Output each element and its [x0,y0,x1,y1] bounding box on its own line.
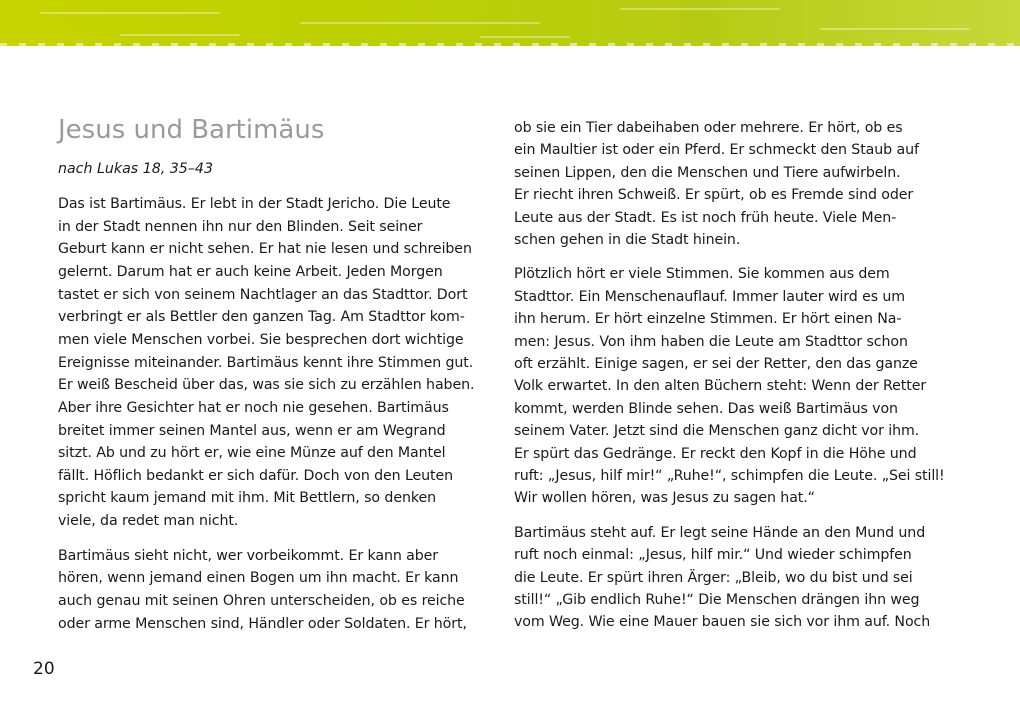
text-line: Bartimäus sieht nicht, wer vorbeikommt. Er kann aber [58,547,439,564]
text-line: men viele Menschen vorbei. Sie besprechen dort wichtige [58,331,464,348]
text-line: sitzt. Ab und zu hört er, wie eine Münze auf den Mantel [58,445,446,462]
text-line: vom Weg. Wie eine Mauer bauen sie sich vor ihm auf. Noch [514,614,931,631]
text-line: gelernt. Darum hat er auch keine Arbeit. Jeden Morgen [58,263,443,280]
text-line: ein Maultier ist oder ein Pferd. Er schmeckt den Staub auf [514,142,919,159]
text-line: Leute aus der Stadt. Es ist noch früh heute. Viele Men- [514,209,897,226]
text-line: oft erzählt. Einige sagen, er sei der Retter, den das ganze [514,356,918,372]
text-line: breitet immer seinen Mantel aus, wenn er am Wegrand [58,422,446,439]
text-line: Volk erwartet. In den alten Büchern steht: Wenn der Retter [514,378,927,395]
text-line: ihn herum. Er hört einzelne Stimmen. Er hört einen Na- [514,311,902,328]
page-title: Jesus und Bartimäus [58,115,325,145]
text-line: viele, da redet man nicht. [58,513,239,530]
text-line: schen gehen in die Stadt hinein. [514,232,741,248]
text-line: Bartimäus steht auf. Er legt seine Hände an den Mund und [514,524,926,541]
text-line: still!“ „Gib endlich Ruhe!“ Die Menschen drängen ihn weg [514,592,920,608]
text-line: Geburt kann er nicht sehen. Er hat nie lesen und schreiben [58,241,472,258]
text-line: Aber ihre Gesichter hat er noch nie gesehen. Bartimäus [58,399,449,416]
text-line: Stadttor. Ein Menschenauflauf. Immer lauter wird es um [514,288,906,305]
text-line: men: Jesus. Von ihm haben die Leute am Stadttor schon [514,333,908,350]
text-line: ruft: „Jesus, hilf mir!“ „Ruhe!“, schimpfen die Leute. „Sei still! [514,468,945,484]
text-line: verbringt er als Bettler den ganzen Tag. Am Stadttor kom- [58,309,465,326]
text-line: Er riecht ihren Schweiß. Er spürt, ob es Fremde sind oder [514,187,914,204]
text-line: ob sie ein Tier dabeihaben oder mehrere. Er hört, ob es [514,120,903,136]
text-line: kommt, werden Blinde sehen. Das weiß Bartimäus von [514,400,898,417]
decorative-header-band [0,0,1020,46]
text-line: Er spürt das Gedränge. Er reckt den Kopf in die Höhe und [514,445,917,462]
text-line: Plötzlich hört er viele Stimmen. Sie kommen aus dem [514,266,890,283]
text-line: Wir wollen hören, was Jesus zu sagen hat.“ [514,490,815,507]
text-line: spricht kaum jemand mit ihm. Mit Bettlern, so denken [58,490,436,507]
text-line: oder arme Menschen sind, Händler oder Soldaten. Er hört, [58,615,467,632]
text-line: die Leute. Er spürt ihren Ärger: „Bleib, wo du bist und sei [514,569,913,586]
text-line: seinem Vater. Jetzt sind die Menschen ganz dicht vor ihm. [514,423,920,440]
text-line: fällt. Höflich bedankt er sich dafür. Doch von den Leuten [58,467,454,484]
text-line: Das ist Bartimäus. Er lebt in der Stadt Jericho. Die Leute [58,196,451,212]
text-line: seinen Lippen, den die Menschen und Tiere aufwirbeln. [514,164,901,181]
text-line: hören, wenn jemand einen Bogen um ihn macht. Er kann [58,570,459,587]
text-line: Er weiß Bescheid über das, was sie sich zu erzählen haben. [58,377,475,394]
text-line: Ereignisse miteinander. Bartimäus kennt ihre Stimmen gut. [58,354,474,371]
text-line: auch genau mit seinen Ohren unterscheiden, ob es reiche [58,593,465,610]
text-line: ruft noch einmal: „Jesus, hilf mir.“ Und wieder schimpfen [514,547,912,564]
page-subtitle: nach Lukas 18, 35–43 [58,161,213,177]
text-line: in der Stadt nennen ihn nur den Blinden. Seit seiner [58,218,423,235]
text-line: tastet er sich von seinem Nachtlager an das Stadttor. Dort [58,286,468,303]
page-number: 20 [33,659,55,679]
